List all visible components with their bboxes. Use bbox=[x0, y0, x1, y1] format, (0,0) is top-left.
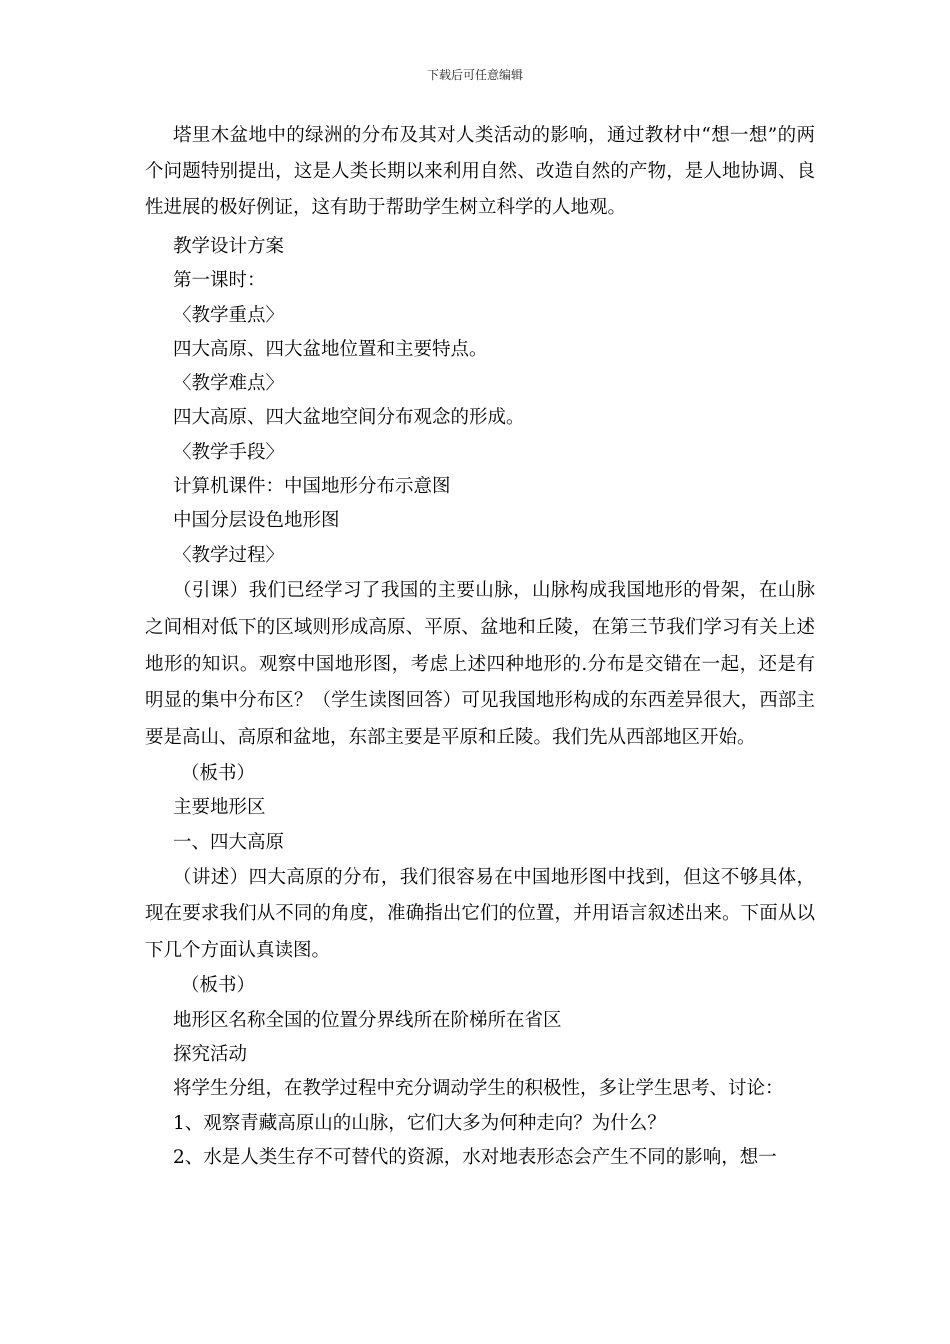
document-body bbox=[145, 118, 815, 1175]
page-header: 下载后可任意编辑 bbox=[426, 68, 523, 82]
line-means-courseware: 计算机课件：中国地形分布示意图 bbox=[173, 476, 451, 498]
paragraph-oasis: 塔里木盆地中的绿洲的分布及其对人类活动的影响，通过教材中“想一想”的两个问题特别提出，这是人类长期以来利用自然、改造自然的产物，是人地协调、良性进展的极好例证，这有助于帮助学生树立科学的人地观。 bbox=[145, 125, 815, 218]
heading-teaching-process: 〈教学过程〉 bbox=[173, 544, 285, 566]
heading-key-points: 〈教学重点〉 bbox=[173, 304, 285, 326]
line-grouping: 将学生分组，在教学过程中充分调动学生的积极性，多让学生思考、讨论： bbox=[173, 1078, 784, 1100]
line-explore-activity: 探究活动 bbox=[173, 1043, 248, 1065]
heading-teaching-means: 〈教学手段〉 bbox=[173, 441, 285, 463]
line-first-lesson: 第一课时： bbox=[173, 270, 266, 292]
line-table-headers: 地形区名称全国的位置分界线所在阶梯所在省区 bbox=[173, 1009, 562, 1031]
line-question-2: 2、水是人类生存不可替代的资源，水对地表形态会产生不同的影响，想一 bbox=[173, 1146, 777, 1168]
line-design-plan: 教学设计方案 bbox=[173, 236, 285, 257]
heading-difficulties: 〈教学难点〉 bbox=[173, 373, 285, 395]
line-board-1: （板书） bbox=[181, 762, 256, 784]
line-main-landforms: 主要地形区 bbox=[173, 797, 266, 819]
paragraph-intro: （引课）我们已经学习了我国的主要山脉，山脉构成我国地形的骨架，在山脉之间相对低下的区域则形成高原、平原、盆地和丘陵，在第三节我们学习有关上述地形的知识。观察中国地形图，考虑上述四种地形的.分布是交错在一起，还是有明显的集中分布区？（学生读图回答）可见我国地形构成的东西差异很大，西部主要是高山、高原和盆地，东部主要是平原和丘陵。我们先从西部地区开始。 bbox=[145, 579, 815, 749]
line-question-1: 1、观察青藏高原山的山脉，它们大多为何种走向？为什么？ bbox=[173, 1112, 666, 1134]
line-board-2: （板书） bbox=[181, 975, 256, 997]
line-key-points-text: 四大高原、四大盆地位置和主要特点。 bbox=[173, 338, 488, 360]
paragraph-lecture: （讲述）四大高原的分布，我们很容易在中国地形图中找到，但这不够具体，现在要求我们从不同的角度，准确指出它们的位置，并用语言叙述出来。下面从以下几个方面认真读图。 bbox=[145, 866, 815, 961]
line-difficulties-text: 四大高原、四大盆地空间分布观念的形成。 bbox=[173, 407, 525, 429]
line-four-plateaus: 一、四大高原 bbox=[173, 831, 285, 853]
line-means-map: 中国分层设色地形图 bbox=[173, 510, 340, 532]
